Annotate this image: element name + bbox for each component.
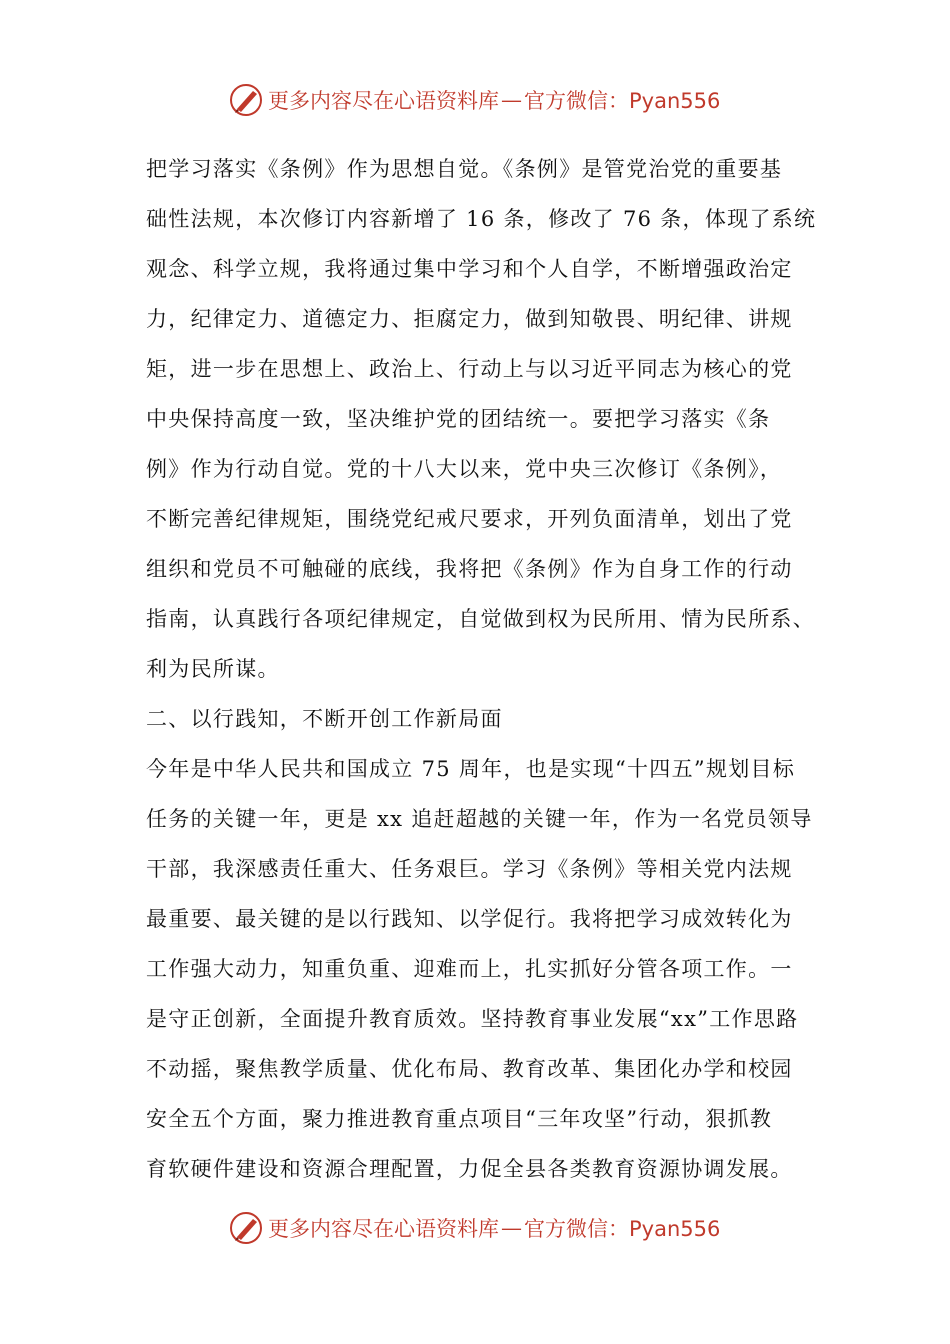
section-heading: 二、以行践知，不断开创工作新局面 (146, 707, 503, 731)
text-line: 中央保持高度一致，坚决维护党的团结统一。要把学习落实《条 (146, 407, 771, 431)
footer-banner (228, 1208, 720, 1248)
banner-text: 更多内容尽在心语资料库 (268, 1217, 499, 1241)
document-body (146, 144, 836, 1194)
text-line: 育软硬件建设和资源合理配置，力促全县各类教育资源协调发展。 (146, 1157, 793, 1181)
banner-text: 更多内容尽在心语资料库 (268, 89, 499, 113)
text-line: 矩，进一步在思想上、政治上、行动上与以习近平同志为核心的党 (146, 357, 793, 381)
text-line: 础性法规，本次修订内容新增了 16 条，修改了 76 条，体现了系统 (146, 207, 817, 231)
text-line: 指南，认真践行各项纪律规定，自觉做到权为民所用、情为民所系、 (146, 607, 815, 631)
text-line: 把学习落实《条例》作为思想自觉。《条例》是管党治党的重要基 (146, 157, 783, 181)
text-line: 例》作为行动自觉。党的十八大以来，党中央三次修订《条例》， (146, 457, 783, 481)
text-line: 力，纪律定力、道德定力、拒腐定力，做到知敬畏、明纪律、讲规 (146, 307, 793, 331)
text-line: 工作强大动力，知重负重、迎难而上，扎实抓好分管各项工作。一 (146, 957, 793, 981)
banner-wechat: 官方微信：Pyan556 (524, 1217, 721, 1241)
pen-logo-icon (228, 1210, 264, 1246)
banner-separator: — (501, 88, 522, 112)
text-line: 是守正创新，全面提升教育质效。坚持教育事业发展“xx”工作思路 (146, 1007, 799, 1031)
text-line: 观念、科学立规，我将通过集中学习和个人自学，不断增强政治定 (146, 257, 793, 281)
text-line: 利为民所谋。 (146, 657, 280, 681)
header-banner (228, 80, 720, 120)
banner-wechat: 官方微信：Pyan556 (524, 89, 721, 113)
text-line: 不动摇，聚焦教学质量、优化布局、教育改革、集团化办学和校园 (146, 1057, 793, 1081)
text-line: 今年是中华人民共和国成立 75 周年，也是实现“十四五”规划目标 (146, 757, 796, 781)
text-line: 任务的关键一年，更是 xx 追赶超越的关键一年，作为一名党员领导 (146, 807, 813, 831)
text-line: 最重要、最关键的是以行践知、以学促行。我将把学习成效转化为 (146, 907, 793, 931)
text-line: 组织和党员不可触碰的底线，我将把《条例》作为自身工作的行动 (146, 557, 793, 581)
text-line: 干部，我深感责任重大、任务艰巨。学习《条例》等相关党内法规 (146, 857, 793, 881)
pen-logo-icon (228, 82, 264, 118)
text-line: 安全五个方面，聚力推进教育重点项目“三年攻坚”行动，狠抓教 (146, 1107, 773, 1131)
banner-separator: — (501, 1216, 522, 1240)
text-line: 不断完善纪律规矩，围绕党纪戒尺要求，开列负面清单，划出了党 (146, 507, 793, 531)
